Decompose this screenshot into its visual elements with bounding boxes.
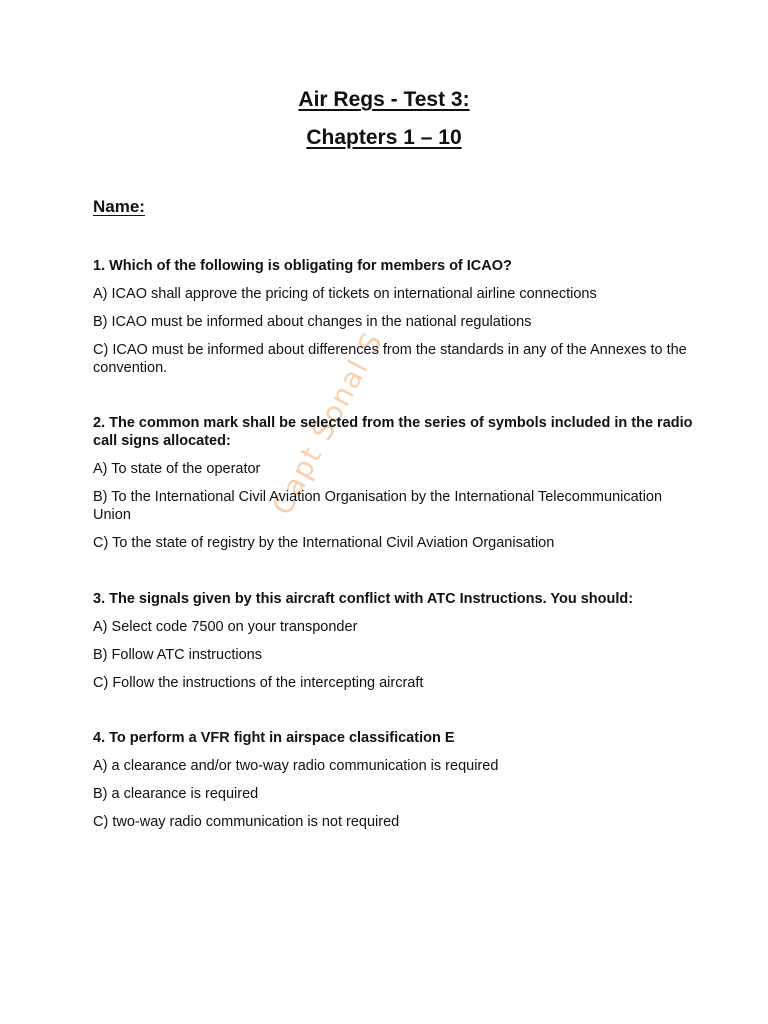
question-text: 3. The signals given by this aircraft conflict with ATC Instructions. You should: [93,591,634,607]
answer-option-c: C) ICAO must be informed about differences from the standards in any of the Annexes to the convention. [93,342,687,376]
question-text: 4. To perform a VFR fight in airspace classification E [93,730,455,746]
answer-option-a: A) Select code 7500 on your transponder [93,619,358,635]
answer-option-b: B) Follow ATC instructions [93,647,262,663]
answer-option-c: C) Follow the instructions of the intercepting aircraft [93,675,424,691]
question-3 [93,590,693,702]
answer-option-b: B) a clearance is required [93,786,259,802]
answer-option-c: C) To the state of registry by the International Civil Aviation Organisation [93,535,555,551]
answer-option-a: A) a clearance and/or two-way radio communication is required [93,758,499,774]
document-subtitle: Chapters 1 – 10 [306,126,462,149]
question-2 [93,414,693,562]
answer-option-c: C) two-way radio communication is not required [93,814,400,830]
answer-option-a: A) ICAO shall approve the pricing of tickets on international airline connections [93,286,597,302]
answer-option-a: A) To state of the operator [93,461,261,477]
question-text: 2. The common mark shall be selected from the series of symbols included in the radio call signs allocated: [93,415,693,449]
question-1 [93,257,693,387]
document-title: Air Regs - Test 3: [298,88,470,111]
question-text: 1. Which of the following is obligating for members of ICAO? [93,258,512,274]
answer-option-b: B) ICAO must be informed about changes in the national regulations [93,314,532,330]
question-4 [93,729,693,841]
watermark-text: Capt Sonal S [265,325,390,521]
name-label: Name: [93,197,145,216]
answer-option-b: B) To the International Civil Aviation Organisation by the International Telecommunication Union [93,489,663,523]
